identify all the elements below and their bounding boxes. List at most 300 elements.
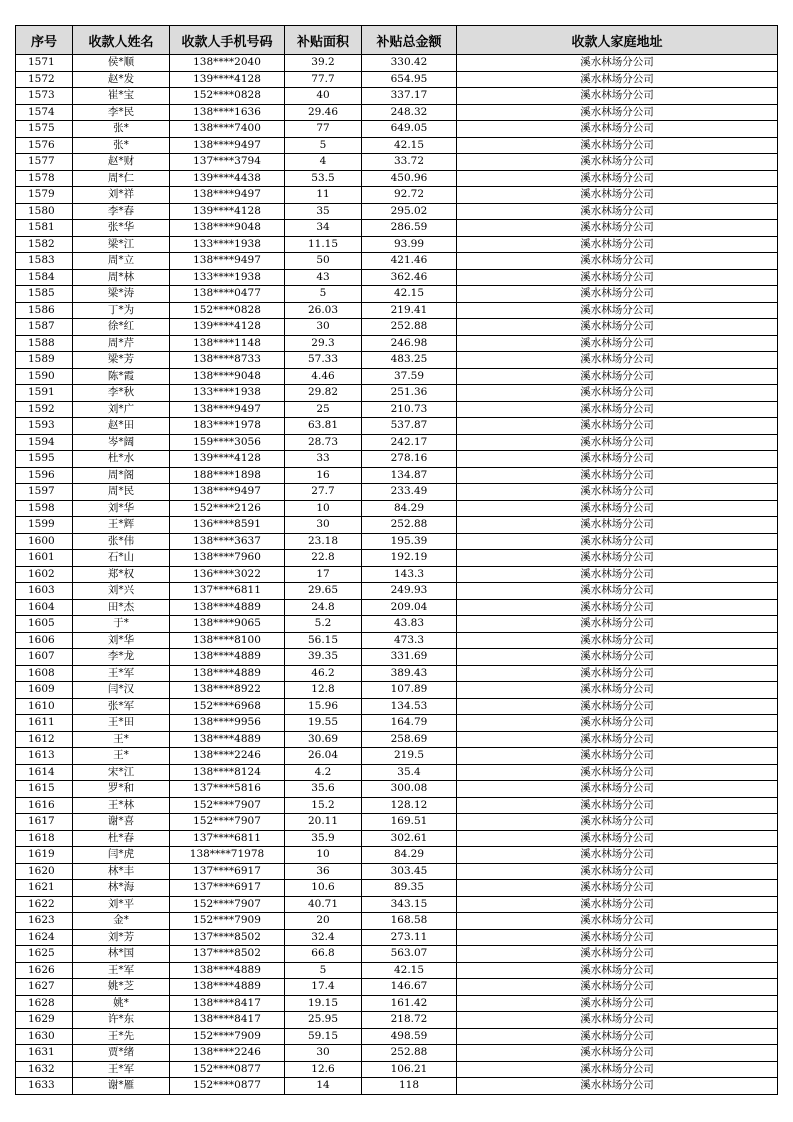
cell-payee-name: 刘*兴 (73, 583, 170, 600)
cell-subsidy-total: 92.72 (362, 187, 457, 204)
cell-payee-address: 溪水林场分公司 (457, 731, 778, 748)
cell-seq: 1576 (16, 137, 73, 154)
cell-seq: 1594 (16, 434, 73, 451)
table-row (16, 962, 778, 979)
cell-payee-address: 溪水林场分公司 (457, 385, 778, 402)
table-row (16, 715, 778, 732)
cell-seq: 1609 (16, 682, 73, 699)
cell-seq: 1592 (16, 401, 73, 418)
cell-subsidy-total: 107.89 (362, 682, 457, 699)
table-row (16, 187, 778, 204)
table-row (16, 269, 778, 286)
table-row (16, 682, 778, 699)
cell-payee-phone: 137****5816 (170, 781, 285, 798)
cell-payee-name: 姚* (73, 995, 170, 1012)
cell-payee-name: 王*田 (73, 715, 170, 732)
header-subsidy-total: 补贴总金额 (362, 26, 457, 55)
table-row (16, 203, 778, 220)
cell-payee-address: 溪水林场分公司 (457, 203, 778, 220)
table-row (16, 286, 778, 303)
table-row (16, 665, 778, 682)
table-row (16, 616, 778, 633)
cell-subsidy-total: 37.59 (362, 368, 457, 385)
header-subsidy-area: 补贴面积 (285, 26, 362, 55)
cell-subsidy-total: 337.17 (362, 88, 457, 105)
table-row (16, 830, 778, 847)
table-row (16, 781, 778, 798)
cell-payee-phone: 152****0877 (170, 1061, 285, 1078)
cell-payee-name: 周*阁 (73, 467, 170, 484)
cell-payee-address: 溪水林场分公司 (457, 632, 778, 649)
cell-subsidy-total: 233.49 (362, 484, 457, 501)
cell-payee-phone: 152****7909 (170, 1028, 285, 1045)
cell-seq: 1599 (16, 517, 73, 534)
table-row (16, 401, 778, 418)
table-row (16, 88, 778, 105)
cell-payee-name: 谢*喜 (73, 814, 170, 831)
cell-seq: 1588 (16, 335, 73, 352)
cell-subsidy-area: 57.33 (285, 352, 362, 369)
cell-payee-name: 许*东 (73, 1012, 170, 1029)
cell-payee-phone: 152****0828 (170, 88, 285, 105)
cell-subsidy-area: 5 (285, 137, 362, 154)
cell-subsidy-total: 42.15 (362, 286, 457, 303)
table-row (16, 253, 778, 270)
cell-payee-name: 刘*广 (73, 401, 170, 418)
cell-seq: 1602 (16, 566, 73, 583)
table-row (16, 847, 778, 864)
cell-payee-name: 侯*顺 (73, 55, 170, 72)
table-row (16, 863, 778, 880)
cell-payee-address: 溪水林场分公司 (457, 170, 778, 187)
cell-payee-phone: 138****71978 (170, 847, 285, 864)
cell-subsidy-area: 11.15 (285, 236, 362, 253)
cell-subsidy-total: 654.95 (362, 71, 457, 88)
table-row (16, 467, 778, 484)
cell-subsidy-area: 29.3 (285, 335, 362, 352)
cell-seq: 1633 (16, 1078, 73, 1095)
cell-seq: 1625 (16, 946, 73, 963)
cell-payee-phone: 138****4889 (170, 979, 285, 996)
cell-subsidy-total: 295.02 (362, 203, 457, 220)
cell-seq: 1628 (16, 995, 73, 1012)
cell-payee-phone: 139****4128 (170, 203, 285, 220)
cell-seq: 1622 (16, 896, 73, 913)
cell-subsidy-total: 331.69 (362, 649, 457, 666)
cell-subsidy-total: 278.16 (362, 451, 457, 468)
cell-payee-address: 溪水林场分公司 (457, 599, 778, 616)
cell-subsidy-area: 20.11 (285, 814, 362, 831)
cell-subsidy-area: 22.8 (285, 550, 362, 567)
cell-subsidy-total: 303.45 (362, 863, 457, 880)
cell-payee-name: 周*民 (73, 484, 170, 501)
cell-payee-name: 王*军 (73, 962, 170, 979)
cell-payee-name: 王* (73, 731, 170, 748)
cell-payee-name: 梁*芳 (73, 352, 170, 369)
table-row (16, 104, 778, 121)
cell-subsidy-total: 300.08 (362, 781, 457, 798)
cell-payee-name: 王*军 (73, 1061, 170, 1078)
cell-seq: 1617 (16, 814, 73, 831)
cell-subsidy-area: 23.18 (285, 533, 362, 550)
cell-payee-address: 溪水林场分公司 (457, 286, 778, 303)
cell-subsidy-total: 209.04 (362, 599, 457, 616)
cell-subsidy-area: 56.15 (285, 632, 362, 649)
cell-subsidy-total: 118 (362, 1078, 457, 1095)
table-row (16, 302, 778, 319)
cell-payee-name: 赵*田 (73, 418, 170, 435)
cell-subsidy-area: 4.46 (285, 368, 362, 385)
cell-subsidy-area: 15.96 (285, 698, 362, 715)
table-row (16, 946, 778, 963)
cell-subsidy-area: 35 (285, 203, 362, 220)
cell-payee-phone: 152****6968 (170, 698, 285, 715)
table-row (16, 1078, 778, 1095)
table-row (16, 896, 778, 913)
cell-payee-phone: 139****4438 (170, 170, 285, 187)
cell-subsidy-total: 43.83 (362, 616, 457, 633)
cell-payee-address: 溪水林场分公司 (457, 929, 778, 946)
cell-payee-phone: 136****8591 (170, 517, 285, 534)
cell-subsidy-area: 26.03 (285, 302, 362, 319)
cell-subsidy-total: 134.87 (362, 467, 457, 484)
cell-seq: 1605 (16, 616, 73, 633)
cell-subsidy-total: 242.17 (362, 434, 457, 451)
cell-seq: 1596 (16, 467, 73, 484)
cell-payee-name: 石*山 (73, 550, 170, 567)
cell-subsidy-area: 19.15 (285, 995, 362, 1012)
cell-payee-address: 溪水林场分公司 (457, 236, 778, 253)
cell-seq: 1577 (16, 154, 73, 171)
cell-payee-address: 溪水林场分公司 (457, 566, 778, 583)
cell-seq: 1583 (16, 253, 73, 270)
cell-payee-name: 贾*绪 (73, 1045, 170, 1062)
cell-payee-name: 田*杰 (73, 599, 170, 616)
cell-payee-phone: 139****4128 (170, 451, 285, 468)
cell-seq: 1575 (16, 121, 73, 138)
cell-payee-address: 溪水林场分公司 (457, 451, 778, 468)
header-row (16, 26, 778, 55)
header-payee-address: 收款人家庭地址 (457, 26, 778, 55)
cell-payee-name: 周*立 (73, 253, 170, 270)
table-row (16, 1028, 778, 1045)
cell-seq: 1586 (16, 302, 73, 319)
cell-seq: 1597 (16, 484, 73, 501)
header-payee-name: 收款人姓名 (73, 26, 170, 55)
cell-payee-address: 溪水林场分公司 (457, 533, 778, 550)
cell-payee-phone: 138****4889 (170, 962, 285, 979)
cell-subsidy-area: 36 (285, 863, 362, 880)
cell-payee-address: 溪水林场分公司 (457, 1012, 778, 1029)
cell-seq: 1589 (16, 352, 73, 369)
cell-payee-phone: 138****3637 (170, 533, 285, 550)
cell-subsidy-area: 5 (285, 286, 362, 303)
cell-payee-address: 溪水林场分公司 (457, 913, 778, 930)
cell-payee-name: 周*林 (73, 269, 170, 286)
cell-subsidy-total: 134.53 (362, 698, 457, 715)
table-row (16, 236, 778, 253)
cell-seq: 1608 (16, 665, 73, 682)
cell-payee-name: 李*龙 (73, 649, 170, 666)
cell-payee-phone: 138****8733 (170, 352, 285, 369)
cell-payee-phone: 137****6917 (170, 863, 285, 880)
cell-payee-address: 溪水林场分公司 (457, 368, 778, 385)
cell-subsidy-total: 106.21 (362, 1061, 457, 1078)
cell-subsidy-area: 59.15 (285, 1028, 362, 1045)
cell-payee-phone: 152****0877 (170, 1078, 285, 1095)
cell-seq: 1620 (16, 863, 73, 880)
cell-payee-name: 闫*汉 (73, 682, 170, 699)
cell-payee-address: 溪水林场分公司 (457, 1045, 778, 1062)
cell-payee-phone: 137****3794 (170, 154, 285, 171)
cell-payee-phone: 138****9065 (170, 616, 285, 633)
cell-payee-name: 张*伟 (73, 533, 170, 550)
table-row (16, 632, 778, 649)
cell-payee-phone: 152****2126 (170, 500, 285, 517)
cell-subsidy-total: 252.88 (362, 1045, 457, 1062)
cell-payee-address: 溪水林场分公司 (457, 1028, 778, 1045)
cell-payee-name: 梁*涛 (73, 286, 170, 303)
cell-subsidy-area: 50 (285, 253, 362, 270)
table-row (16, 484, 778, 501)
cell-payee-phone: 138****0477 (170, 286, 285, 303)
cell-payee-name: 王*林 (73, 797, 170, 814)
cell-payee-address: 溪水林场分公司 (457, 335, 778, 352)
table-row (16, 319, 778, 336)
cell-payee-address: 溪水林场分公司 (457, 220, 778, 237)
cell-payee-name: 郑*权 (73, 566, 170, 583)
cell-subsidy-area: 24.8 (285, 599, 362, 616)
cell-subsidy-total: 195.39 (362, 533, 457, 550)
cell-seq: 1598 (16, 500, 73, 517)
table-row (16, 913, 778, 930)
cell-payee-name: 王*辉 (73, 517, 170, 534)
cell-subsidy-area: 17 (285, 566, 362, 583)
cell-subsidy-total: 93.99 (362, 236, 457, 253)
cell-payee-address: 溪水林场分公司 (457, 896, 778, 913)
cell-payee-phone: 137****6917 (170, 880, 285, 897)
cell-subsidy-area: 35.6 (285, 781, 362, 798)
cell-payee-name: 于* (73, 616, 170, 633)
cell-subsidy-area: 39.2 (285, 55, 362, 72)
cell-subsidy-area: 12.6 (285, 1061, 362, 1078)
table-row (16, 764, 778, 781)
cell-payee-name: 周*芹 (73, 335, 170, 352)
cell-payee-address: 溪水林场分公司 (457, 104, 778, 121)
cell-payee-phone: 138****9497 (170, 401, 285, 418)
cell-payee-name: 李*民 (73, 104, 170, 121)
table-row (16, 154, 778, 171)
table-row (16, 137, 778, 154)
cell-subsidy-total: 248.32 (362, 104, 457, 121)
cell-subsidy-total: 169.51 (362, 814, 457, 831)
table-row (16, 929, 778, 946)
cell-seq: 1578 (16, 170, 73, 187)
cell-subsidy-total: 362.46 (362, 269, 457, 286)
cell-payee-name: 姚*芝 (73, 979, 170, 996)
cell-subsidy-total: 128.12 (362, 797, 457, 814)
cell-subsidy-area: 77.7 (285, 71, 362, 88)
cell-seq: 1585 (16, 286, 73, 303)
cell-subsidy-total: 450.96 (362, 170, 457, 187)
cell-payee-name: 崔*宝 (73, 88, 170, 105)
cell-seq: 1614 (16, 764, 73, 781)
cell-payee-phone: 137****6811 (170, 583, 285, 600)
cell-subsidy-area: 29.46 (285, 104, 362, 121)
cell-payee-name: 王*军 (73, 665, 170, 682)
cell-subsidy-total: 330.42 (362, 55, 457, 72)
cell-payee-name: 李*秋 (73, 385, 170, 402)
cell-subsidy-total: 473.3 (362, 632, 457, 649)
table-row (16, 335, 778, 352)
cell-payee-address: 溪水林场分公司 (457, 682, 778, 699)
cell-payee-phone: 138****1148 (170, 335, 285, 352)
table-row (16, 566, 778, 583)
cell-seq: 1618 (16, 830, 73, 847)
cell-seq: 1626 (16, 962, 73, 979)
cell-payee-name: 金* (73, 913, 170, 930)
cell-subsidy-area: 14 (285, 1078, 362, 1095)
cell-seq: 1582 (16, 236, 73, 253)
cell-payee-phone: 137****8502 (170, 929, 285, 946)
cell-payee-name: 张*华 (73, 220, 170, 237)
cell-seq: 1613 (16, 748, 73, 765)
cell-payee-phone: 138****9497 (170, 137, 285, 154)
cell-payee-name: 梁*江 (73, 236, 170, 253)
cell-payee-address: 溪水林场分公司 (457, 880, 778, 897)
cell-payee-name: 徐*红 (73, 319, 170, 336)
cell-subsidy-area: 30 (285, 1045, 362, 1062)
cell-payee-phone: 138****9497 (170, 484, 285, 501)
cell-subsidy-area: 4 (285, 154, 362, 171)
cell-payee-address: 溪水林场分公司 (457, 401, 778, 418)
table-row (16, 121, 778, 138)
cell-seq: 1601 (16, 550, 73, 567)
cell-seq: 1580 (16, 203, 73, 220)
cell-subsidy-total: 146.67 (362, 979, 457, 996)
cell-seq: 1584 (16, 269, 73, 286)
cell-subsidy-total: 42.15 (362, 137, 457, 154)
cell-payee-address: 溪水林场分公司 (457, 830, 778, 847)
cell-payee-address: 溪水林场分公司 (457, 55, 778, 72)
header-payee-phone: 收款人手机号码 (170, 26, 285, 55)
cell-seq: 1621 (16, 880, 73, 897)
table-row (16, 550, 778, 567)
cell-subsidy-total: 389.43 (362, 665, 457, 682)
table-row (16, 220, 778, 237)
cell-seq: 1615 (16, 781, 73, 798)
cell-subsidy-total: 343.15 (362, 896, 457, 913)
cell-payee-phone: 139****4128 (170, 71, 285, 88)
cell-subsidy-total: 219.41 (362, 302, 457, 319)
cell-payee-name: 刘*华 (73, 500, 170, 517)
cell-payee-address: 溪水林场分公司 (457, 434, 778, 451)
subsidy-table (15, 25, 778, 1095)
cell-subsidy-total: 192.19 (362, 550, 457, 567)
cell-subsidy-area: 5.2 (285, 616, 362, 633)
cell-payee-phone: 188****1898 (170, 467, 285, 484)
cell-payee-phone: 138****4889 (170, 599, 285, 616)
cell-payee-address: 溪水林场分公司 (457, 665, 778, 682)
cell-payee-address: 溪水林场分公司 (457, 550, 778, 567)
cell-payee-name: 刘*芳 (73, 929, 170, 946)
table-body (16, 55, 778, 1095)
cell-seq: 1572 (16, 71, 73, 88)
cell-payee-name: 王*先 (73, 1028, 170, 1045)
cell-payee-name: 张* (73, 137, 170, 154)
cell-payee-address: 溪水林场分公司 (457, 649, 778, 666)
cell-subsidy-area: 34 (285, 220, 362, 237)
cell-payee-address: 溪水林场分公司 (457, 467, 778, 484)
cell-subsidy-area: 27.7 (285, 484, 362, 501)
cell-payee-name: 赵*财 (73, 154, 170, 171)
cell-seq: 1624 (16, 929, 73, 946)
cell-subsidy-total: 246.98 (362, 335, 457, 352)
cell-subsidy-total: 563.07 (362, 946, 457, 963)
cell-payee-phone: 139****4128 (170, 319, 285, 336)
cell-subsidy-area: 26.04 (285, 748, 362, 765)
table-row (16, 434, 778, 451)
cell-subsidy-total: 249.93 (362, 583, 457, 600)
cell-seq: 1574 (16, 104, 73, 121)
cell-subsidy-total: 273.11 (362, 929, 457, 946)
cell-seq: 1607 (16, 649, 73, 666)
cell-subsidy-area: 32.4 (285, 929, 362, 946)
cell-payee-address: 溪水林场分公司 (457, 863, 778, 880)
cell-subsidy-total: 483.25 (362, 352, 457, 369)
cell-subsidy-area: 30 (285, 319, 362, 336)
cell-subsidy-area: 20 (285, 913, 362, 930)
cell-payee-phone: 152****7907 (170, 797, 285, 814)
cell-subsidy-total: 258.69 (362, 731, 457, 748)
cell-payee-phone: 138****4889 (170, 731, 285, 748)
cell-payee-phone: 138****2246 (170, 748, 285, 765)
cell-payee-address: 溪水林场分公司 (457, 319, 778, 336)
cell-seq: 1632 (16, 1061, 73, 1078)
cell-subsidy-total: 537.87 (362, 418, 457, 435)
cell-payee-phone: 138****2040 (170, 55, 285, 72)
cell-payee-phone: 138****2246 (170, 1045, 285, 1062)
table-row (16, 1061, 778, 1078)
cell-payee-address: 溪水林场分公司 (457, 1061, 778, 1078)
table-row (16, 599, 778, 616)
table-row (16, 1012, 778, 1029)
cell-payee-name: 王* (73, 748, 170, 765)
cell-payee-address: 溪水林场分公司 (457, 764, 778, 781)
cell-seq: 1591 (16, 385, 73, 402)
cell-payee-address: 溪水林场分公司 (457, 517, 778, 534)
cell-payee-address: 溪水林场分公司 (457, 946, 778, 963)
cell-payee-phone: 138****8922 (170, 682, 285, 699)
cell-subsidy-area: 15.2 (285, 797, 362, 814)
cell-payee-phone: 152****7907 (170, 814, 285, 831)
cell-payee-name: 张* (73, 121, 170, 138)
cell-payee-phone: 152****7907 (170, 896, 285, 913)
cell-seq: 1595 (16, 451, 73, 468)
cell-subsidy-area: 43 (285, 269, 362, 286)
cell-subsidy-total: 649.05 (362, 121, 457, 138)
table-row (16, 979, 778, 996)
cell-subsidy-total: 421.46 (362, 253, 457, 270)
cell-payee-name: 罗*和 (73, 781, 170, 798)
cell-subsidy-total: 42.15 (362, 962, 457, 979)
cell-subsidy-total: 164.79 (362, 715, 457, 732)
cell-payee-name: 刘*祥 (73, 187, 170, 204)
cell-payee-phone: 133****1938 (170, 236, 285, 253)
cell-payee-phone: 133****1938 (170, 385, 285, 402)
cell-payee-address: 溪水林场分公司 (457, 995, 778, 1012)
cell-payee-name: 张*军 (73, 698, 170, 715)
